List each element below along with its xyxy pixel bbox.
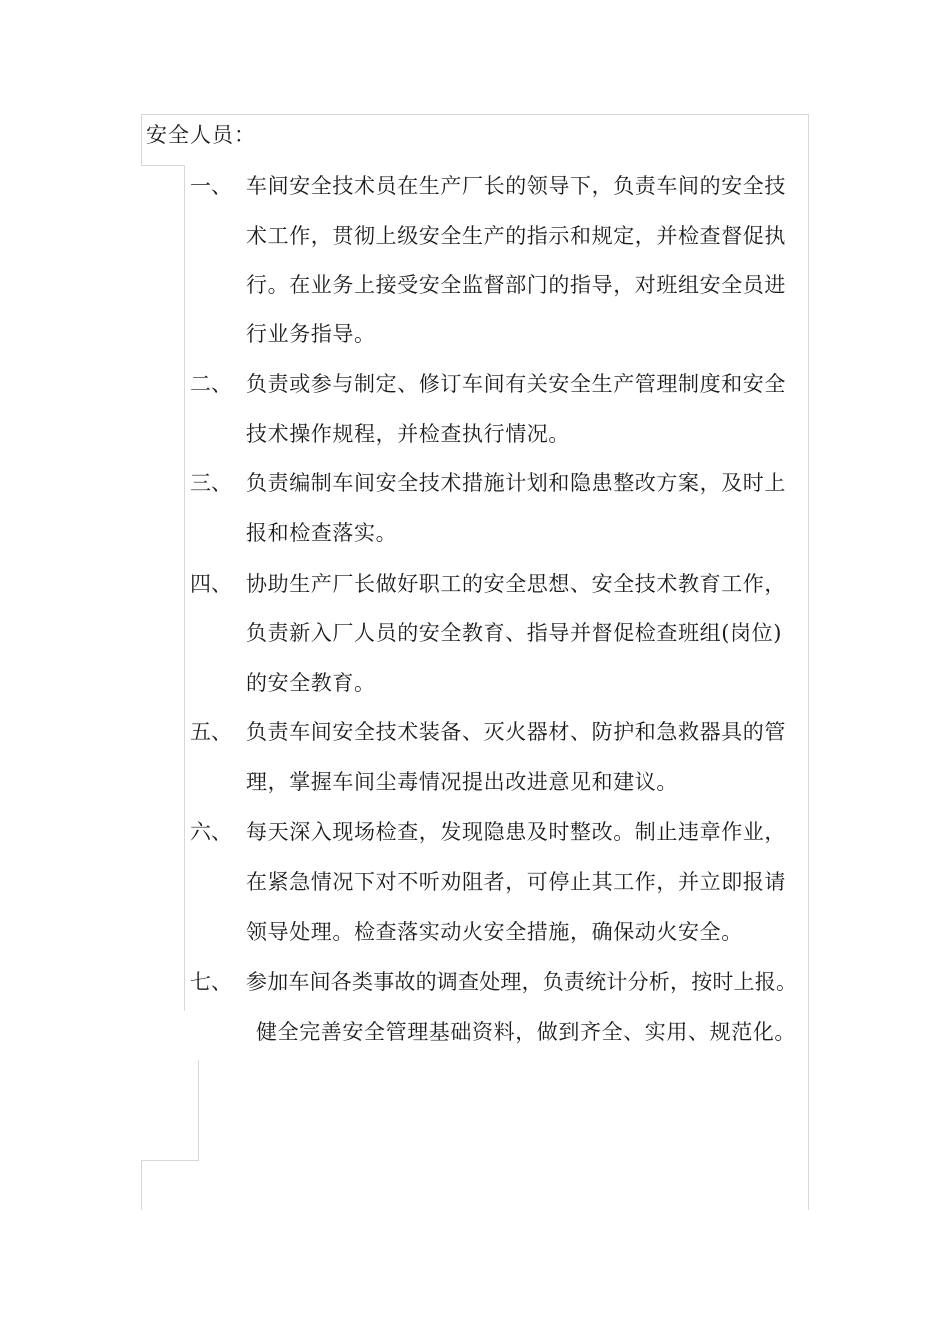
item-line: 理，掌握车间尘毒情况提出改进意见和建议。 [246, 770, 678, 794]
item-number: 六、 [190, 820, 232, 844]
item-line: 技术操作规程，并检查执行情况。 [246, 422, 570, 446]
item-number: 一、 [190, 174, 232, 198]
top-border [141, 114, 809, 115]
item-line: 负责编制车间安全技术措施计划和隐患整改方案，及时上 [246, 471, 786, 495]
lower-left-border [198, 1060, 199, 1161]
item-line: 负责车间安全技术装备、灭火器材、防护和急救器具的管 [246, 720, 786, 744]
item-line: 报和检查落实。 [246, 521, 398, 545]
item-number: 三、 [190, 471, 232, 495]
right-border [808, 114, 809, 1210]
item-line: 协助生产厂长做好职工的安全思想、安全技术教育工作， [246, 572, 786, 596]
item-line: 领导处理。检查落实动火安全措施，确保动火安全。 [246, 920, 743, 944]
section-title: 安全人员： [146, 123, 256, 147]
bottom-left-border [141, 1160, 142, 1210]
trailing-sentence: 健全完善安全管理基础资料，做到齐全、实用、规范化。 [256, 1020, 796, 1044]
inner-step-horizontal [141, 165, 184, 166]
left-border-upper [141, 114, 142, 166]
item-line: 负责或参与制定、修订车间有关安全生产管理制度和安全 [246, 372, 786, 396]
item-number: 五、 [190, 720, 232, 744]
item-number: 二、 [190, 372, 232, 396]
item-number: 七、 [190, 970, 232, 994]
item-line: 每天深入现场检查，发现隐患及时整改。制止违章作业， [246, 820, 786, 844]
item-line: 车间安全技术员在生产厂长的领导下，负责车间的安全技 [246, 174, 786, 198]
item-line: 行业务指导。 [246, 322, 376, 346]
item-line: 术工作，贯彻上级安全生产的指示和规定，并检查督促执 [246, 224, 786, 248]
item-line: 负责新入厂人员的安全教育、指导并督促检查班组(岗位) [246, 621, 782, 645]
item-line: 的安全教育。 [246, 671, 376, 695]
item-line: 在紧急情况下对不听劝阻者，可停止其工作，并立即报请 [246, 870, 786, 894]
item-line: 参加车间各类事故的调查处理，负责统计分析，按时上报。 [246, 970, 798, 994]
lower-step-horizontal [141, 1160, 199, 1161]
item-number: 四、 [190, 572, 232, 596]
item-line: 行。在业务上接受安全监督部门的指导，对班组安全员进 [246, 273, 786, 297]
inner-left-border [184, 165, 185, 1011]
